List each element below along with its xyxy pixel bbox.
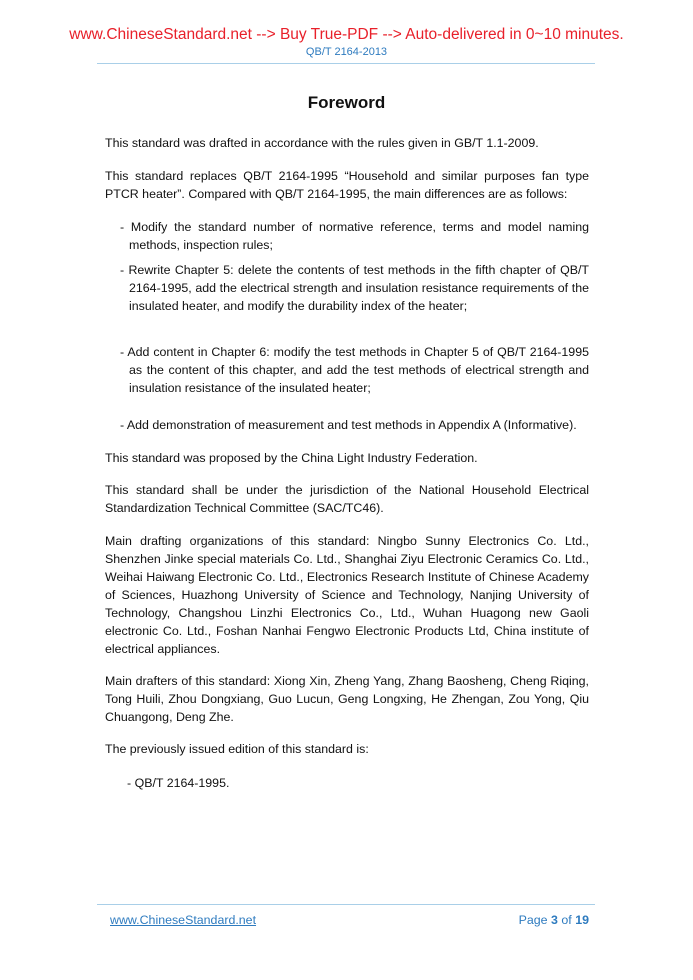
page-label: Page (518, 913, 548, 927)
paragraph: This standard shall be under the jurisdiction of the National Household Electrical Standardization Technical Committee (SAC/TC46). (105, 483, 589, 515)
paragraph: This standard was proposed by the China Light Industry Federation. (105, 451, 478, 465)
footer-website-link[interactable]: www.ChineseStandard.net (110, 913, 257, 927)
list-item: - Add content in Chapter 6: modify the test methods in Chapter 5 of QB/T 2164-1995 as the content of this chapter, and add the test methods of electrical strength and insulation resistance of the insulated heater; (120, 345, 589, 395)
list-item: - QB/T 2164-1995. (127, 776, 230, 790)
header-standard-code: QB/T 2164-2013 (305, 46, 388, 58)
current-page: 3 (551, 913, 558, 927)
paragraph: This standard was drafted in accordance with the rules given in GB/T 1.1-2009. (105, 136, 539, 150)
paragraph: Main drafting organizations of this standard: Ningbo Sunny Electronics Co. Ltd., Shenzhen Jinke special materials Co. Ltd., Shanghai Ziyu Electronic Ceramics Co. Ltd., Weihai Haiwang Electronic Co. Ltd., Electronics Research Institute of Chinese Academy of Sciences, Huazhong University of Science and Technology, Nanjing University of Technology, Changshou Linzhi Electronics Co., Ltd., Wuhan Huagong new Gaoli electronic Co. Ltd., Foshan Nanhai Fengwo Electronic Products Ltd, China institute of electrical appliances. (105, 534, 589, 656)
list-item: - Add demonstration of measurement and test methods in Appendix A (Informative). (120, 418, 577, 432)
list-item: - Rewrite Chapter 5: delete the contents of test methods in the fifth chapter of QB/T 2164-1995, add the electrical strength and insulation resistance requirements of the insulated heater, and modify the durability index of the heater; (120, 263, 589, 313)
paragraph: Main drafters of this standard: Xiong Xin, Zheng Yang, Zhang Baosheng, Cheng Riqing, Tong Huili, Zhou Dongxiang, Guo Lucun, Geng Longxing, He Zhengan, Zou Yong, Qiu Chuangong, Deng Zhe. (105, 674, 589, 724)
total-pages: 19 (575, 913, 589, 927)
document-body (105, 134, 589, 792)
page-number (519, 913, 589, 927)
paragraph: The previously issued edition of this standard is: (105, 742, 369, 756)
footer-divider (97, 904, 595, 905)
promo-banner-link[interactable]: www.ChineseStandard.net --> Buy True-PDF --> Auto-delivered in 0~10 minutes. (69, 26, 624, 43)
page-title: Foreword (307, 93, 386, 112)
list-item: - Modify the standard number of normative reference, terms and model naming methods, inspection rules; (120, 220, 589, 252)
header-divider (97, 63, 595, 64)
of-label: of (561, 913, 572, 927)
paragraph: This standard replaces QB/T 2164-1995 “Household and similar purposes fan type PTCR heater”. Compared with QB/T 2164-1995, the main differences are as follows: (105, 169, 589, 201)
